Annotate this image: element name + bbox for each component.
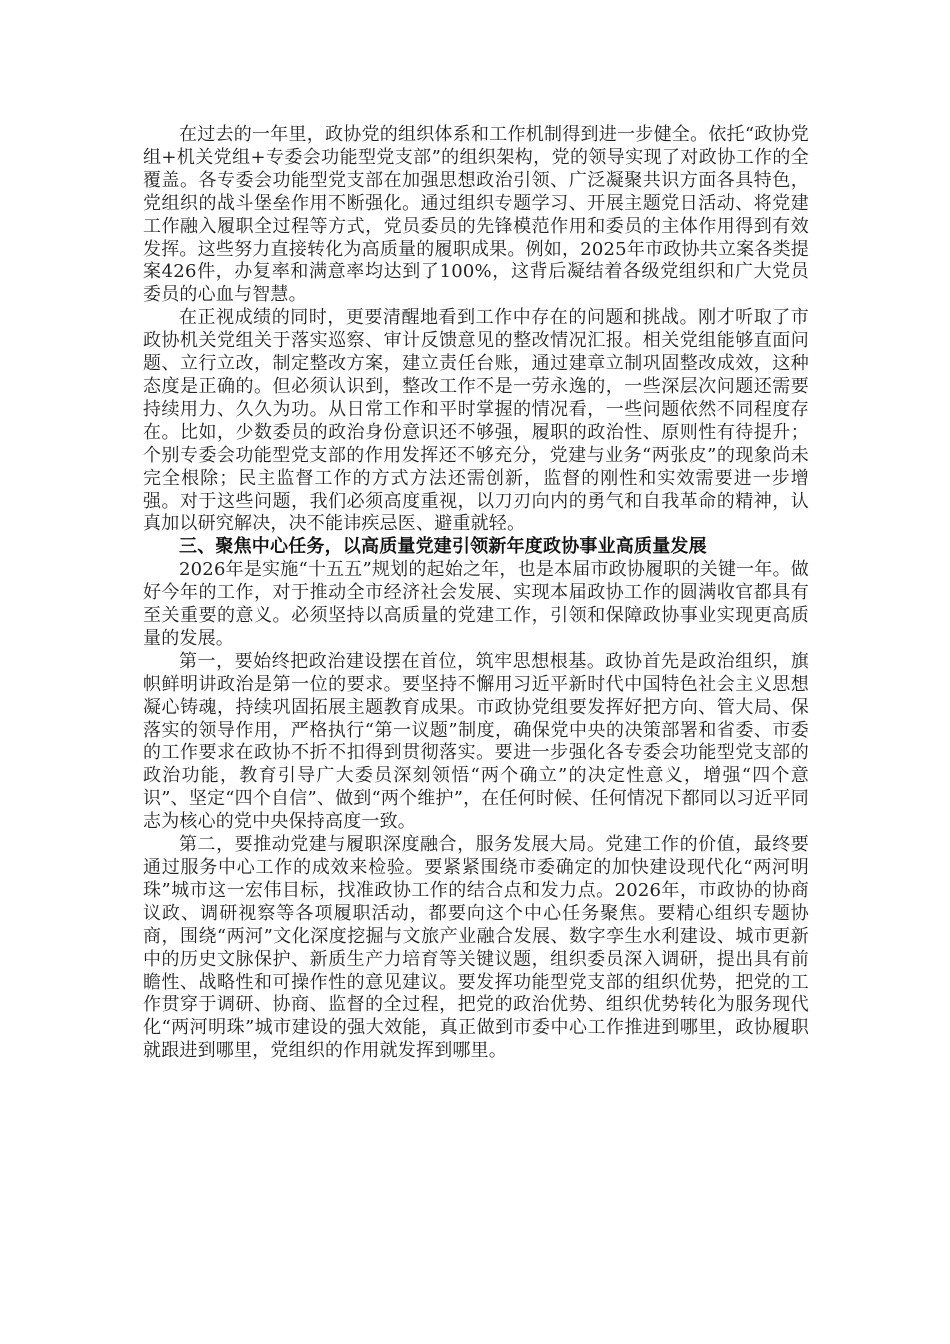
paragraph-party-organization: 在过去的一年里，政协党的组织体系和工作机制得到进一步健全。依托“政协党组+机关党组+专委会功能型党支部”的组织架构，党的领导实现了对政协工作的全覆盖。各专委会功能型党支部在加强思想政治引领、广泛凝聚共识方面各具特色，党组织的战斗堡垒作用不断强化。通过组织专题学习、开展主题党日活动、将党建工作融入履职全过程等方式，党员委员的先锋模范作用和委员的主体作用得到有效发挥。这些努力直接转化为高质量的履职成果。例如，2025年市政协共立案各类提案426件，办复率和满意率均达到了100%，这背后凝结着各级党组织和广大党员委员的心血与智慧。: [143, 124, 809, 306]
section-heading-three: 三、聚焦中心任务，以高质量党建引领新年度政协事业高质量发展: [179, 536, 707, 558]
paragraph-second-integration: 第二，要推动党建与履职深度融合，服务发展大局。党建工作的价值，最终要通过服务中心工作的成效来检验。要紧紧围绕市委确定的加快建设现代化“两河明珠”城市这一宏伟目标，找准政协工作的结合点和发力点。2026年，市政协的协商议政、调研视察等各项履职活动，都要向这个中心任务聚焦。要精心组织专题协商，围绕“两河”文化深度挖掘与文旅产业融合发展、数字孪生水利建设、城市更新中的历史文脉保护、新质生产力培育等关键议题，组织委员深入调研，提出具有前瞻性、战略性和可操作性的意见建议。要发挥功能型党支部的组织优势，把党的工作贯穿于调研、协商、监督的全过程，把党的政治优势、组织优势转化为服务现代化“两河明珠”城市建设的强大效能，真正做到市委中心工作推进到哪里，政协履职就跟进到哪里，党组织的作用就发挥到哪里。: [143, 834, 809, 1062]
paragraph-first-political-building: 第一，要始终把政治建设摆在首位，筑牢思想根基。政协首先是政治组织，旗帜鲜明讲政治是第一位的要求。要坚持不懈用习近平新时代中国特色社会主义思想凝心铸魂，持续巩固拓展主题教育成果。市政协党组要发挥好把方向、管大局、保落实的领导作用，严格执行“第一议题”制度，确保党中央的决策部署和省委、市委的工作要求在政协不折不扣得到贯彻落实。要进一步强化各专委会功能型党支部的政治功能，教育引导广大委员深刻领悟“两个确立”的决定性意义，增强“四个意识”、坚定“四个自信”、做到“两个维护”，在任何时候、任何情况下都同以习近平同志为核心的党中央保持高度一致。: [143, 650, 809, 833]
paragraph-problems-challenges: 在正视成绩的同时，更要清醒地看到工作中存在的问题和挑战。刚才听取了市政协机关党组关于落实巡察、审计反馈意见的整改情况汇报。相关党组能够直面问题、立行立改，制定整改方案，建立责任台账，通过建章立制巩固整改成效，这种态度是正确的。但必须认识到，整改工作不是一劳永逸的，一些深层次问题还需要持续用力、久久为功。从日常工作和平时掌握的情况看，一些问题依然不同程度存在。比如，少数委员的政治身份意识还不够强，履职的政治性、原则性有待提升；个别专委会功能型党支部的作用发挥还不够充分，党建与业务“两张皮”的现象尚未完全根除；民主监督工作的方式方法还需创新，监督的刚性和实效需要进一步增强。对于这些问题，我们必须高度重视，以刀刃向内的勇气和自我革命的精神，认真加以研究解决，决不能讳疾忌医、避重就轻。: [143, 307, 809, 535]
paragraph-year-2026: 2026年是实施“十五五”规划的起始之年，也是本届市政协履职的关键一年。做好今年的工作，对于推动全市经济社会发展、实现本届政协工作的圆满收官都具有至关重要的意义。必须坚持以高质量的党建工作，引领和保障政协事业实现更高质量的发展。: [143, 559, 809, 649]
document-page: [143, 124, 809, 1063]
